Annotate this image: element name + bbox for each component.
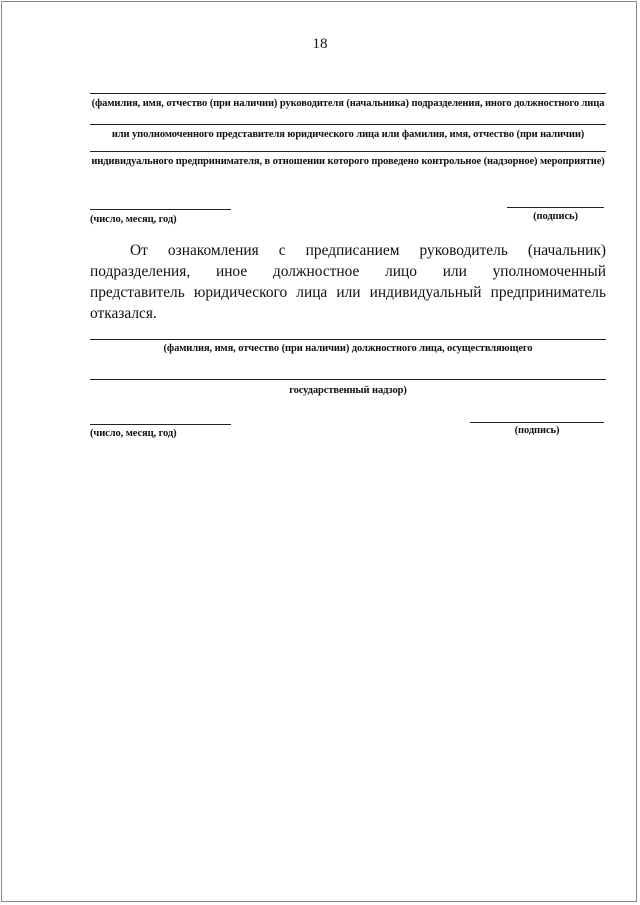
caption-representative: или уполномоченного представителя юридического лица или фамилия, имя, отчество (при наличии): [111, 129, 585, 140]
date-label-1: (число, месяц, год): [90, 214, 177, 225]
official-line-1: [90, 339, 606, 340]
caption-manager-name: (фамилия, имя, отчество (при наличии) руководителя (начальника) подразделения, иного должностного лица: [91, 98, 605, 109]
signature-label-1: (подпись): [533, 211, 578, 222]
date-line-1: [90, 209, 231, 210]
signature-line-2: [470, 422, 604, 423]
date-label-2: (число, месяц, год): [90, 428, 177, 439]
date-line-2: [90, 424, 231, 425]
name-line-2: [90, 124, 606, 125]
refusal-paragraph: От ознакомления с предписанием руководитель (начальник) подразделения, иное должностное лицо или уполномоченный представитель юридического лица или индивидуальный предприниматель отказался.: [90, 242, 606, 322]
caption-supervision: государственный надзор): [289, 385, 407, 396]
name-line-3: [90, 151, 606, 152]
official-line-2: [90, 379, 606, 380]
caption-official-name: (фамилия, имя, отчество (при наличии) должностного лица, осуществляющего: [163, 343, 533, 354]
caption-entrepreneur: индивидуального предпринимателя, в отношении которого проведено контрольное (надзорное) мероприятие): [91, 156, 605, 167]
page-number: 18: [312, 36, 328, 52]
signature-label-2: (подпись): [514, 425, 560, 436]
signature-line-1: [507, 207, 604, 208]
name-line-1: [90, 93, 606, 94]
